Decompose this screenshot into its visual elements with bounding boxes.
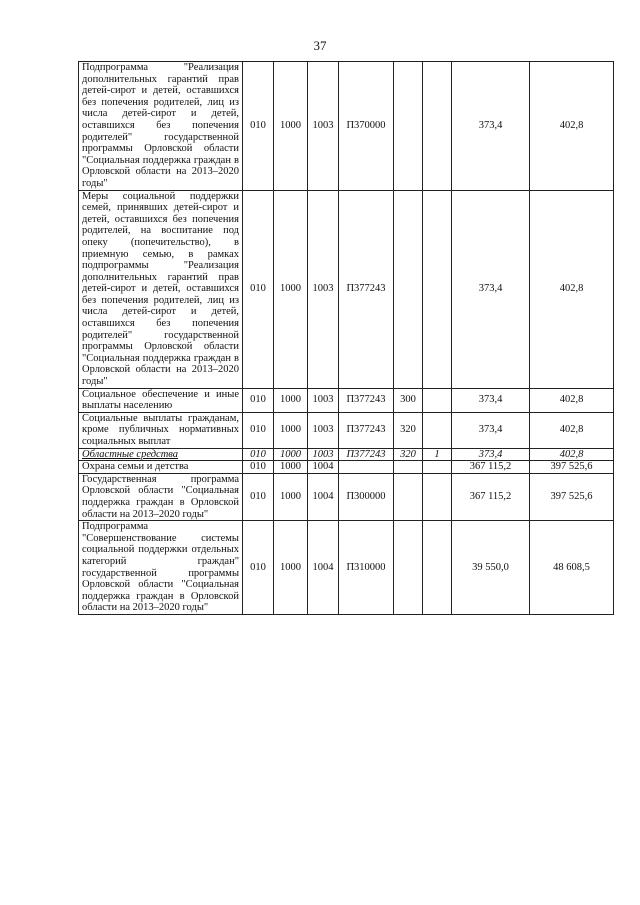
- row-grbs-code: 010: [243, 190, 274, 388]
- row-subsection-code: 1004: [308, 521, 339, 615]
- row-amount-year-1: 373,4: [452, 190, 530, 388]
- row-subsection-code: 1003: [308, 388, 339, 412]
- row-funding-source: [423, 521, 452, 615]
- table-row: [79, 461, 614, 474]
- row-amount-year-2: 402,8: [530, 62, 614, 191]
- row-amount-year-1: 367 115,2: [452, 461, 530, 474]
- row-section-code: 1000: [274, 473, 308, 520]
- row-section-code: 1000: [274, 412, 308, 448]
- row-section-code: 1000: [274, 448, 308, 461]
- row-funding-source: [423, 388, 452, 412]
- row-amount-year-2: 402,8: [530, 448, 614, 461]
- row-expense-type-code: 300: [394, 388, 423, 412]
- row-name: Охрана семьи и детства: [79, 461, 243, 474]
- row-amount-year-2: 397 525,6: [530, 461, 614, 474]
- row-funding-source: [423, 190, 452, 388]
- row-subsection-code: 1003: [308, 62, 339, 191]
- row-name: Подпрограмма "Реализация дополнительных гарантий прав детей-сирот и детей, оставшихся без попечения родителей, лиц из числа детей-сирот и детей, оставшихся без попечения родителей" государственной программы Орловской области "Социальная поддержка граждан в Орловской области на 2013–2020 годы": [79, 62, 243, 191]
- row-funding-source: [423, 473, 452, 520]
- row-amount-year-2: 402,8: [530, 412, 614, 448]
- row-subsection-code: 1003: [308, 448, 339, 461]
- table-row: [79, 473, 614, 520]
- row-expense-type-code: 320: [394, 412, 423, 448]
- row-grbs-code: 010: [243, 521, 274, 615]
- table-row: [79, 412, 614, 448]
- row-grbs-code: 010: [243, 448, 274, 461]
- row-target-item-code: П377243: [339, 412, 394, 448]
- row-name: Социальные выплаты гражданам, кроме публичных нормативных социальных выплат: [79, 412, 243, 448]
- row-amount-year-2: 48 608,5: [530, 521, 614, 615]
- row-section-code: 1000: [274, 388, 308, 412]
- row-grbs-code: 010: [243, 461, 274, 474]
- table-row: [79, 190, 614, 388]
- row-expense-type-code: [394, 62, 423, 191]
- row-name: Социальное обеспечение и иные выплаты населению: [79, 388, 243, 412]
- row-target-item-code: П377243: [339, 388, 394, 412]
- budget-table: [78, 61, 614, 615]
- row-expense-type-code: [394, 473, 423, 520]
- row-amount-year-1: 39 550,0: [452, 521, 530, 615]
- row-expense-type-code: [394, 521, 423, 615]
- row-funding-source: [423, 461, 452, 474]
- row-section-code: 1000: [274, 62, 308, 191]
- row-amount-year-1: 373,4: [452, 62, 530, 191]
- row-name: Областные средства: [79, 448, 243, 461]
- row-subsection-code: 1004: [308, 461, 339, 474]
- row-funding-source: 1: [423, 448, 452, 461]
- row-amount-year-1: 373,4: [452, 448, 530, 461]
- row-section-code: 1000: [274, 521, 308, 615]
- row-target-item-code: П370000: [339, 62, 394, 191]
- row-target-item-code: П310000: [339, 521, 394, 615]
- table-row: [79, 521, 614, 615]
- row-amount-year-2: 402,8: [530, 388, 614, 412]
- row-amount-year-2: 397 525,6: [530, 473, 614, 520]
- row-target-item-code: П377243: [339, 448, 394, 461]
- row-amount-year-2: 402,8: [530, 190, 614, 388]
- row-grbs-code: 010: [243, 388, 274, 412]
- row-subsection-code: 1003: [308, 412, 339, 448]
- table-body: [79, 62, 614, 615]
- row-amount-year-1: 373,4: [452, 388, 530, 412]
- row-amount-year-1: 367 115,2: [452, 473, 530, 520]
- row-expense-type-code: [394, 461, 423, 474]
- row-funding-source: [423, 412, 452, 448]
- row-grbs-code: 010: [243, 62, 274, 191]
- row-target-item-code: П377243: [339, 190, 394, 388]
- row-section-code: 1000: [274, 190, 308, 388]
- row-section-code: 1000: [274, 461, 308, 474]
- row-name: Меры социальной поддержки семей, принявших детей-сирот и детей, оставшихся без попечения родителей, на воспитание под опеку (попечительство), в приемную семью, в рамках подпрограммы "Реализация дополнительных гарантий прав детей-сирот и детей, оставшихся без попечения родителей, лиц из числа детей-сирот и детей, оставшихся без попечения родителей" государственной программы Орловской области "Социальная поддержка граждан в Орловской области на 2013–2020 годы": [79, 190, 243, 388]
- row-expense-type-code: [394, 190, 423, 388]
- row-target-item-code: П300000: [339, 473, 394, 520]
- row-name: Государственная программа Орловской области "Социальная поддержка граждан в Орловской области на 2013–2020 годы": [79, 473, 243, 520]
- row-subsection-code: 1003: [308, 190, 339, 388]
- row-expense-type-code: 320: [394, 448, 423, 461]
- row-grbs-code: 010: [243, 412, 274, 448]
- table-row: [79, 388, 614, 412]
- row-amount-year-1: 373,4: [452, 412, 530, 448]
- row-subsection-code: 1004: [308, 473, 339, 520]
- row-grbs-code: 010: [243, 473, 274, 520]
- table-row: [79, 62, 614, 191]
- row-target-item-code: [339, 461, 394, 474]
- row-funding-source: [423, 62, 452, 191]
- row-name: Подпрограмма "Совершенствование системы социальной поддержки отдельных категорий граждан" государственной программы Орловской области "Социальная поддержка граждан в Орловской области на 2013–2020 годы": [79, 521, 243, 615]
- page-number: 37: [313, 38, 327, 53]
- table-row: [79, 448, 614, 461]
